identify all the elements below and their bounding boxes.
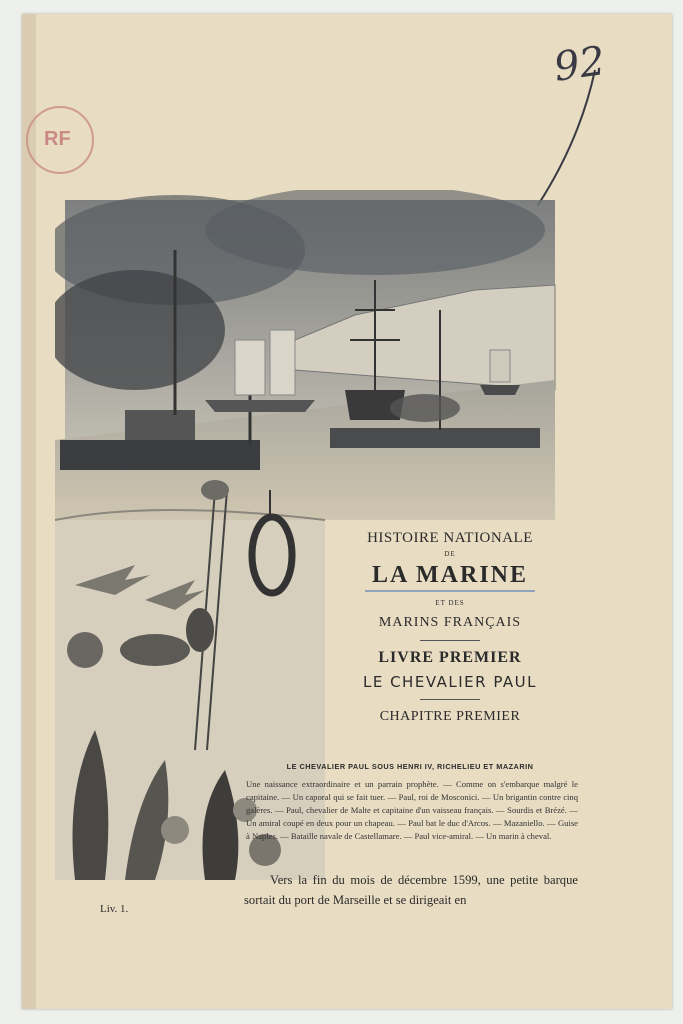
book-divider [420,699,480,700]
title-line-de: DE [444,550,456,558]
title-line-histoire: HISTOIRE NATIONALE [367,530,533,546]
page-gutter [22,14,36,1009]
bleed-through-text [170,86,570,196]
title-line-marins: MARINS FRANÇAIS [378,615,522,630]
chapter-subtitle: LE CHEVALIER PAUL SOUS HENRI IV, RICHELIEU ET MAZARIN [286,762,534,771]
chapter-label: CHAPITRE PREMIER [379,709,521,724]
title-underline [365,590,535,592]
chapter-body-text: Vers la fin du mois de décembre 1599, une petite barque sortait du port de Marseille et se dirigeait en [244,873,578,907]
signature-mark: Liv. 1. [100,903,129,915]
chapter-summary: Une naissance extraordinaire et un parrain prophète. — Comme on s'embarque malgré le capitaine. — Un caporal qui se fait tuer. — Paul, roi de Mosconici. — Un brigantin contre cinq galères. — Paul, chevalier de Malte et capitaine d'un vaisseau français. — Sourdis et Brézé. — Un amiral coupé en deux pour un chapeau. — Paul bat le duc d'Arcos. — Mazaniello. — Guise à Naples. — Bataille navale de Castellamare. — Paul vice-amiral. — Un marin à cheval. [246,779,578,841]
book-number: LIVRE PREMIER [378,649,522,666]
title-line-etdes: ET DES [435,599,465,607]
title-divider [420,640,480,641]
library-stamp-text: RF [44,128,71,150]
title-block [325,528,575,726]
book-name: LE CHEVALIER PAUL [362,673,538,691]
title-line-marine: LA MARINE [371,562,528,588]
handwritten-folio-number: 92 [551,38,608,91]
